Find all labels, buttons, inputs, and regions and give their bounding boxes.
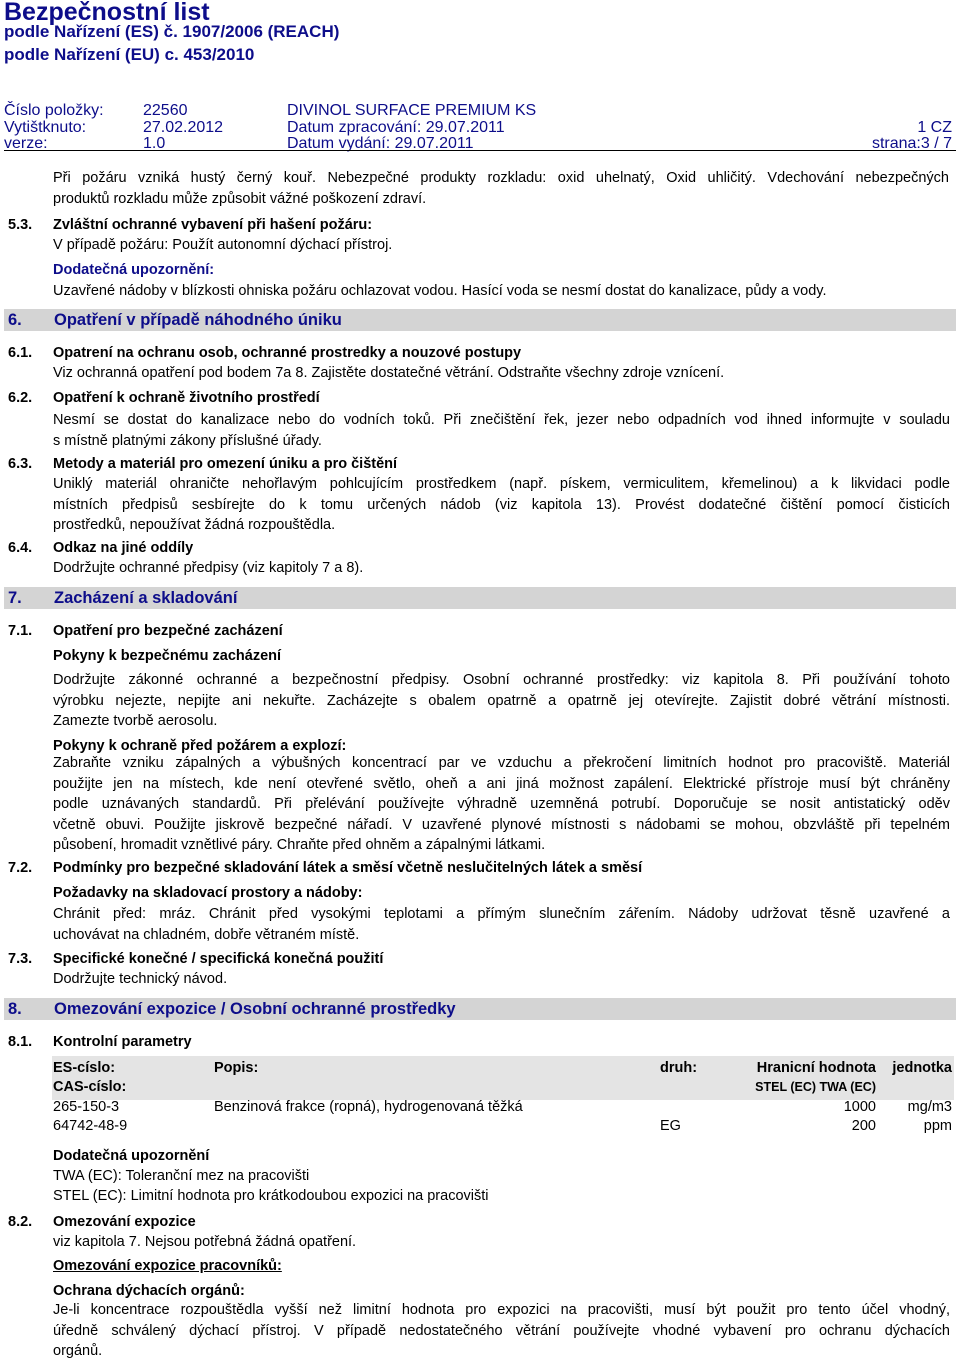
col-es-number: ES-císlo:	[53, 1060, 116, 1076]
version-label: verze:	[4, 135, 48, 152]
worker-exposure-title: Omezování expozice pracovníků:	[53, 1258, 282, 1274]
regulation-line-2: podle Nařízení (EU) c. 453/2010	[4, 45, 255, 64]
section-7-3-title: Specifické konečné / specifická konečná použití	[53, 951, 384, 967]
row-2-unit: ppm	[923, 1118, 952, 1134]
language-code: 1 CZ	[917, 119, 952, 136]
section-7-number: 7.	[8, 589, 22, 607]
version-value: 1.0	[143, 135, 166, 152]
row-2-value: 200	[851, 1118, 876, 1134]
section-5-3-text: V případě požáru: Použít autonomní dýchací přístroj.	[53, 237, 393, 253]
section-6-title: Opatření v případě náhodného úniku	[54, 311, 342, 329]
section-6-1-text: Viz ochranná opatření pod bodem 7a 8. Zajistěte dostatečné větrání. Odstraňte všechny zdroje vznícení.	[53, 365, 725, 381]
processed-date: Datum zpracování: 29.07.2011	[287, 119, 505, 136]
printed-date: 27.02.2012	[143, 119, 224, 136]
section-6-4-title: Odkaz na jiné oddíly	[53, 540, 194, 556]
section-6-3-title: Metody a materiál pro omezení úniku a pro čištění	[53, 456, 398, 472]
section-6-4-number: 6.4.	[8, 540, 33, 556]
storage-requirements-title: Požadavky na skladovací prostory a nádoby:	[53, 885, 363, 901]
row-1-value: 1000	[843, 1099, 876, 1115]
section-7-1-title: Opatření pro bezpečné zacházení	[53, 623, 283, 639]
fire-protection-text: Zabraňte vzniku zápalných a výbušných koncentrací par ve vzduchu a překročení limitních hodnot pro pracoviště. Materiál použijte jen na místech, kde není otevřené světlo, oheň a ani jiná možnost zapálení. Elektrické přístroje musí být chráněny podle uznávaných standardů. Při přelévání používejte výhradně uzemněná potrubí. Doporučuje se nosit antistatický oděv včetně obuvi. Použijte jiskrově bezpečné nářadí. V uzavřené plynové místnosti s nádobami se mohou, obzvláště při tepelném působení, hromadit vznětlivé páry. Chraňte před ohněm a zápalnými látkami.	[53, 755, 950, 853]
twa-definition: TWA (EC): Toleranční mez na pracovišti	[53, 1168, 310, 1184]
safe-handling-text: Dodržujte zákonné ochranné a bezpečnostní předpisy. Osobní ochranné prostředky: viz kapitola 8. Při používání tohoto výrobku nejezte, nepijte ani nekuřte. Zacházejte s obalem opatrně a opatrně jej otevírejte. Zajistit dobré větrání místnosti. Zamezte tvorbě aerosolu.	[53, 672, 950, 729]
extra-notes-8-title: Dodatečná upozornění	[53, 1148, 210, 1164]
section-6-2-number: 6.2.	[8, 390, 33, 406]
section-8-2-number: 8.2.	[8, 1214, 33, 1230]
section-8-1-title: Kontrolní parametry	[53, 1034, 192, 1050]
section-6-3-text: Uniklý materiál ohraničte nehořlavým pohlcujícím prostředkem (např. pískem, vermiculitem, křemelinou) a k likvidaci podle místních předpisů sesbírejte do k tomu určených nádob (viz kapitola 13). Provést dodatečné čištění pomocí čisticích prostředků, nepoužívat žádná rozpouštědla.	[53, 476, 950, 533]
section-6-2-text: Nesmí se dostat do kanalizace nebo do vodních toků. Při znečištění řek, jezer nebo odpadních vod ihned informujte v souladu s místně platnými zákony příslušné úřady.	[53, 412, 950, 449]
item-number-label: Číslo položky:	[4, 102, 104, 119]
header-divider	[4, 150, 956, 151]
col-type: druh:	[660, 1060, 698, 1076]
col-limit: Hranicní hodnota	[756, 1060, 876, 1076]
extra-notes-5-title: Dodatečná upozornění:	[53, 262, 215, 278]
document-title: Bezpečnostní list	[4, 0, 210, 26]
section-7-1-number: 7.1.	[8, 623, 33, 639]
section-6-1-title: Opatrení na ochranu osob, ochranné prostredky a nouzové postupy	[53, 345, 522, 361]
printed-label: Vytištknuto:	[4, 119, 87, 136]
fire-protection-title: Pokyny k ochraně před požárem a explozí:	[53, 738, 347, 754]
section-8-2-title: Omezování expozice	[53, 1214, 196, 1230]
section-7-title: Zacházení a skladování	[54, 589, 238, 607]
col-cas-number: CAS-císlo:	[53, 1079, 127, 1095]
section-6-3-number: 6.3.	[8, 456, 33, 472]
section-8-1-number: 8.1.	[8, 1034, 33, 1050]
section-7-2-title: Podmínky pro bezpečné skladování látek a směsí včetně neslučitelných látek a směsí	[53, 860, 643, 876]
row-1-unit: mg/m3	[907, 1099, 952, 1115]
item-number-value: 22560	[143, 102, 188, 119]
fire-hazard-text: Při požáru vzniká hustý černý kouř. Nebezpečné produkty rozkladu: oxid uhelnatý, Oxid uhličitý. Vdechování nebezpečných produktů rozkladu může způsobit vážné poškození zdraví.	[53, 170, 949, 207]
issue-date: Datum vydání: 29.07.2011	[287, 135, 474, 152]
row-2-type: EG	[660, 1118, 681, 1134]
section-6-1-number: 6.1.	[8, 345, 33, 361]
product-name: DIVINOL SURFACE PREMIUM KS	[287, 102, 537, 119]
respiratory-protection-title: Ochrana dýchacích orgánů:	[53, 1283, 245, 1299]
section-7-3-text: Dodržujte technický návod.	[53, 971, 228, 987]
safe-handling-title: Pokyny k bezpečnému zacházení	[53, 648, 282, 664]
extra-notes-5-text: Uzavřené nádoby v blízkosti ohniska požáru ochlazovat vodou. Hasící voda se nesmí dostat do kanalizace, půdy a vody.	[53, 283, 827, 299]
section-7-3-number: 7.3.	[8, 951, 33, 967]
stel-definition: STEL (EC): Limitní hodnota pro krátkodoubou expozici na pracovišti	[53, 1188, 489, 1204]
section-8-2-text: viz kapitola 7. Nejsou potřebná žádná opatření.	[53, 1234, 357, 1250]
section-6-2-title: Opatření k ochraně životního prostředí	[53, 390, 320, 406]
col-unit: jednotka	[892, 1060, 952, 1076]
section-7-2-number: 7.2.	[8, 860, 33, 876]
respiratory-protection-text: Je-li koncentrace rozpouštědla vyšší než limitní hodnota pro expozici na pracovišti, musí být použit pro tento účel vhodný, úředně schválený dýchací přístroj. V případě nedostatečného větrání používejte vhodné vybavení pro ochranu dýchacích orgánů.	[53, 1302, 950, 1359]
col-limit-sub: STEL (EC) TWA (EC)	[755, 1080, 876, 1094]
row-1-description: Benzinová frakce (ropná), hydrogenovaná těžká	[214, 1099, 523, 1115]
regulation-line-1: podle Nařízení (ES) č. 1907/2006 (REACH)	[4, 22, 340, 41]
section-5-3-title: Zvláštní ochranné vybavení při hašení požáru:	[53, 217, 373, 233]
row-1-id: 265-150-3	[53, 1099, 120, 1115]
section-8-title: Omezování expozice / Osobní ochranné prostředky	[54, 1000, 456, 1018]
page-indicator: strana:3 / 7	[871, 135, 952, 152]
section-6-4-text: Dodržujte ochranné předpisy (viz kapitoly 7 a 8).	[53, 560, 364, 576]
section-8-number: 8.	[8, 1000, 22, 1018]
section-6-number: 6.	[8, 311, 22, 329]
row-2-id: 64742-48-9	[53, 1118, 128, 1134]
section-5-3-number: 5.3.	[8, 217, 33, 233]
storage-requirements-text: Chránit před: mráz. Chránit před vysokými teplotami a přímým slunečním zářením. Nádoby udržovat těsně uzavřené a uchovávat na chladném, dobře větraném místě.	[53, 906, 950, 943]
col-description: Popis:	[214, 1060, 259, 1076]
